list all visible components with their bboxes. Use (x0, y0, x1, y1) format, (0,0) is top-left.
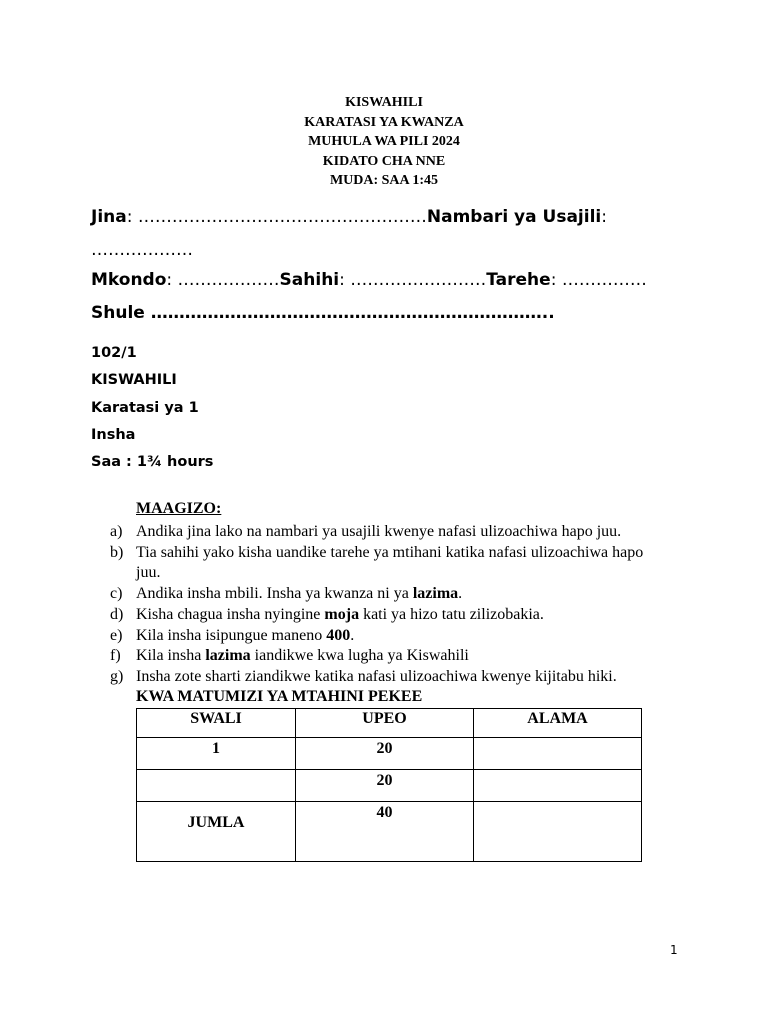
instruction-text-bold: 400 (326, 626, 351, 644)
instruction-text-pre: Insha zote sharti ziandikwe katika nafasi ulizoachiwa kwenye kijitabu hiki. (136, 667, 617, 685)
instruction-label: e) (110, 626, 123, 644)
instruction-item (110, 543, 670, 584)
cell-swali (137, 770, 296, 802)
header-swali: SWALI (137, 709, 296, 738)
instruction-label: b) (110, 543, 124, 561)
instructions-title: MAAGIZO: (136, 500, 222, 517)
instruction-item (110, 626, 670, 647)
paper-type: Insha (91, 427, 136, 443)
instruction-label: g) (110, 667, 124, 685)
table-row-total (137, 802, 642, 862)
shule-label: Shule (91, 303, 145, 323)
sahihi-field[interactable]: : …………………… (339, 270, 487, 290)
score-table-title: KWA MATUMIZI YA MTAHINI PEKEE (136, 688, 423, 705)
instruction-text-pre: Tia sahihi yako kisha uandike tarehe ya mtihani katika nafasi ulizoachiwa hapo juu. (136, 543, 644, 582)
header-term: MUHULA WA PILI 2024 (308, 134, 460, 149)
nambari-label: Nambari ya Usajili (426, 207, 602, 227)
instruction-text-pre: Kila insha isipungue maneno (136, 626, 327, 644)
jumla-label: JUMLA (187, 814, 245, 831)
cell-alama-total[interactable] (474, 802, 642, 862)
header-duration: MUDA: SAA 1:45 (329, 173, 439, 188)
instruction-text-post: iandikwe kwa lugha ya Kiswahili (250, 647, 469, 665)
cell-swali: 1 (137, 738, 296, 770)
nambari-colon: : (601, 207, 607, 227)
instructions-list (110, 522, 670, 688)
header-alama: ALAMA (474, 709, 642, 738)
cell-alama[interactable] (474, 770, 642, 802)
score-table-header-row (137, 709, 642, 738)
cell-alama[interactable] (474, 738, 642, 770)
stream-signature-date-line (91, 270, 647, 290)
instruction-item (110, 646, 670, 667)
instruction-text-post: . (458, 585, 463, 603)
jina-label: Jina (91, 207, 127, 227)
instruction-item (110, 522, 670, 543)
paper-code: 102/1 (91, 345, 137, 361)
page-number: 1 (670, 943, 678, 957)
instruction-label: a) (110, 523, 123, 540)
instruction-text-post: . (350, 626, 355, 644)
mkondo-field[interactable]: : ……………… (166, 270, 280, 290)
exam-header (0, 93, 768, 191)
tarehe-label: Tarehe (486, 270, 551, 290)
name-registration-line (91, 207, 607, 227)
jina-field[interactable]: : …………………………………………… (126, 207, 427, 227)
tarehe-field[interactable]: : …………… (550, 270, 647, 290)
cell-swali-total (137, 802, 296, 862)
score-table (136, 708, 642, 862)
shule-field[interactable]: …………………………………………………………….. (144, 303, 555, 323)
instruction-label: f) (110, 647, 121, 665)
instruction-label: d) (110, 605, 124, 623)
header-form: KIDATO CHA NNE (322, 153, 446, 169)
instruction-item (110, 605, 670, 626)
cell-upeo: 20 (296, 770, 474, 802)
table-row (137, 738, 642, 770)
paper-number: Karatasi ya 1 (91, 400, 199, 416)
school-line (91, 303, 555, 323)
instruction-text-bold: moja (324, 605, 360, 623)
instruction-text-post: kati ya hizo tatu zilizobakia. (359, 605, 544, 623)
cell-upeo-total: 40 (296, 802, 474, 862)
registration-field-line (91, 240, 193, 260)
instruction-text-pre: Kila insha (136, 647, 206, 665)
table-row (137, 770, 642, 802)
instruction-label: c) (110, 585, 123, 603)
cell-upeo: 20 (296, 738, 474, 770)
mkondo-label: Mkondo (91, 270, 167, 290)
nambari-field[interactable]: ……………… (91, 240, 193, 260)
header-paper: KARATASI YA KWANZA (304, 114, 464, 130)
instruction-item (110, 667, 670, 688)
instruction-text-pre: Kisha chagua insha nyingine (136, 605, 325, 623)
paper-subject: KISWAHILI (91, 372, 177, 388)
instruction-text-pre: Andika insha mbili. Insha ya kwanza ni ya (136, 585, 413, 603)
instruction-text-pre: Andika jina lako na nambari ya usajili kwenye nafasi ulizoachiwa hapo juu. (136, 523, 622, 540)
paper-time: Saa : 1¾ hours (91, 454, 214, 470)
sahihi-label: Sahihi (279, 270, 340, 290)
header-subject: KISWAHILI (345, 95, 423, 110)
instruction-text-bold: lazima (205, 647, 251, 665)
header-upeo: UPEO (296, 709, 474, 738)
instruction-text-bold: lazima (412, 585, 459, 603)
instruction-item (110, 584, 670, 605)
